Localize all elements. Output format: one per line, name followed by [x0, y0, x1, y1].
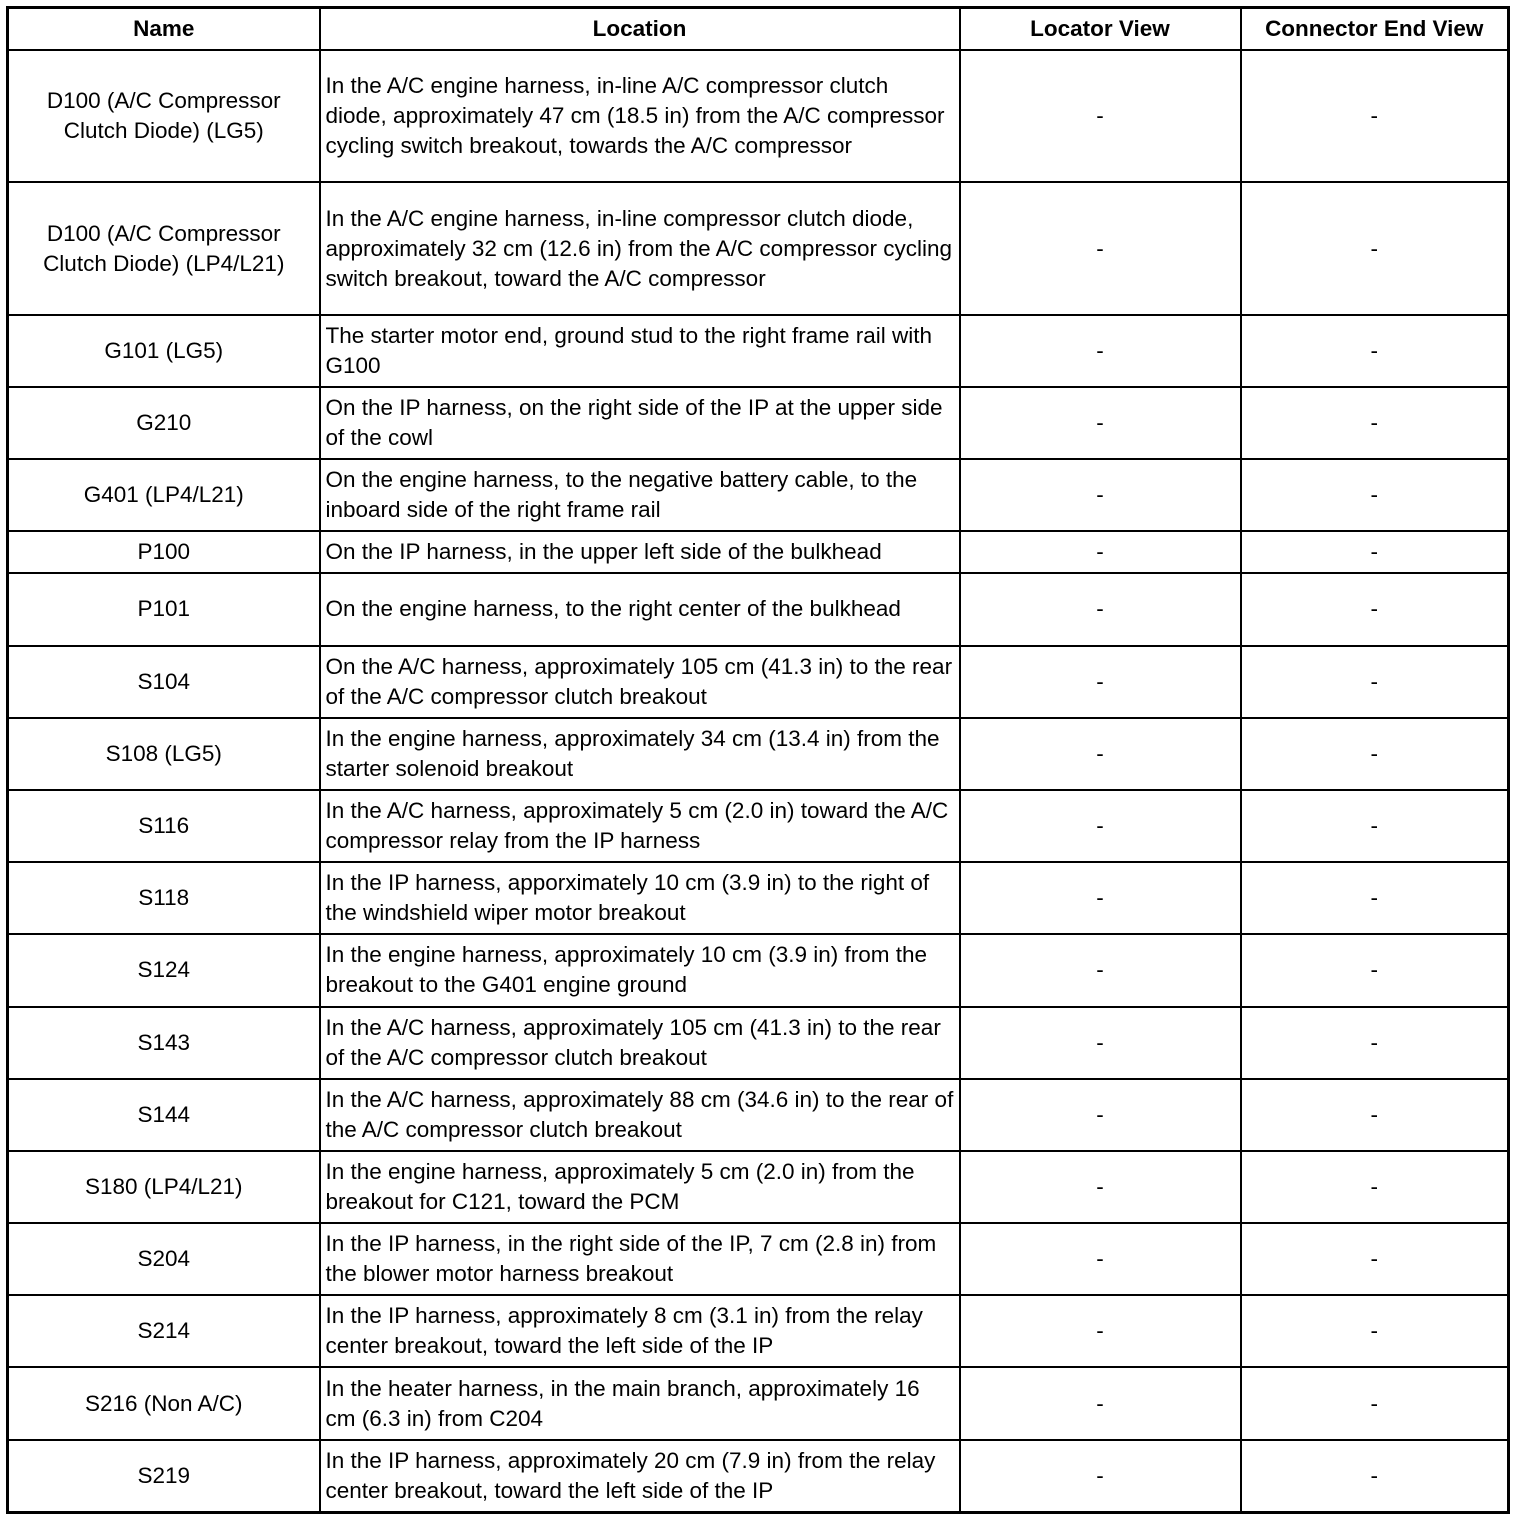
component-name: S118: [8, 862, 320, 934]
component-name: G210: [8, 387, 320, 459]
locator-view: -: [960, 646, 1241, 718]
header-location: Location: [320, 8, 960, 51]
component-name: S144: [8, 1079, 320, 1151]
table-row: [8, 1079, 1509, 1151]
connector-end-view: -: [1241, 50, 1509, 182]
connector-end-view: -: [1241, 1223, 1509, 1295]
locator-view: -: [960, 1007, 1241, 1079]
header-locator-view: Locator View: [960, 8, 1241, 51]
component-location: In the engine harness, approximately 10 cm (3.9 in) from the breakout to the G401 engine ground: [320, 934, 960, 1006]
table-row: [8, 182, 1509, 314]
table-row: [8, 531, 1509, 573]
component-name: G401 (LP4/L21): [8, 459, 320, 531]
locator-view: -: [960, 1295, 1241, 1367]
locator-view: -: [960, 1440, 1241, 1513]
table-row: [8, 934, 1509, 1006]
component-name: S219: [8, 1440, 320, 1513]
table-row: [8, 459, 1509, 531]
locator-view: -: [960, 1367, 1241, 1439]
connector-end-view: -: [1241, 531, 1509, 573]
component-location: In the A/C engine harness, in-line A/C compressor clutch diode, approximately 47 cm (18.5 in) from the A/C compressor cycling switch breakout, towards the A/C compressor: [320, 50, 960, 182]
locator-view: -: [960, 1079, 1241, 1151]
locator-view: -: [960, 387, 1241, 459]
connector-end-view: -: [1241, 182, 1509, 314]
connector-end-view: -: [1241, 1151, 1509, 1223]
component-location: In the heater harness, in the main branch, approximately 16 cm (6.3 in) from C204: [320, 1367, 960, 1439]
table-row: [8, 387, 1509, 459]
table-row: [8, 718, 1509, 790]
table-row: [8, 646, 1509, 718]
component-name: D100 (A/C Compressor Clutch Diode) (LG5): [8, 50, 320, 182]
header-connector-end-view: Connector End View: [1241, 8, 1509, 51]
table-row: [8, 790, 1509, 862]
table-row: [8, 573, 1509, 645]
component-location: In the IP harness, approximately 8 cm (3.1 in) from the relay center breakout, toward the left side of the IP: [320, 1295, 960, 1367]
connector-end-view: -: [1241, 1079, 1509, 1151]
locator-view: -: [960, 315, 1241, 387]
component-location: On the A/C harness, approximately 105 cm (41.3 in) to the rear of the A/C compressor clutch breakout: [320, 646, 960, 718]
component-location: In the engine harness, approximately 34 cm (13.4 in) from the starter solenoid breakout: [320, 718, 960, 790]
connector-end-view: -: [1241, 1295, 1509, 1367]
component-location: On the IP harness, in the upper left side of the bulkhead: [320, 531, 960, 573]
connector-end-view: -: [1241, 387, 1509, 459]
component-location: In the A/C engine harness, in-line compressor clutch diode, approximately 32 cm (12.6 in) from the A/C compressor cycling switch breakout, toward the A/C compressor: [320, 182, 960, 314]
locator-view: -: [960, 790, 1241, 862]
component-location: On the IP harness, on the right side of the IP at the upper side of the cowl: [320, 387, 960, 459]
table-row: [8, 1151, 1509, 1223]
connector-end-view: -: [1241, 1007, 1509, 1079]
connector-end-view: -: [1241, 718, 1509, 790]
connector-end-view: -: [1241, 315, 1509, 387]
table-row: [8, 50, 1509, 182]
table-row: [8, 1223, 1509, 1295]
table-row: [8, 1367, 1509, 1439]
component-name: D100 (A/C Compressor Clutch Diode) (LP4/L21): [8, 182, 320, 314]
connector-end-view: -: [1241, 790, 1509, 862]
component-name: S180 (LP4/L21): [8, 1151, 320, 1223]
connector-end-view: -: [1241, 934, 1509, 1006]
component-location: In the A/C harness, approximately 5 cm (2.0 in) toward the A/C compressor relay from the IP harness: [320, 790, 960, 862]
table-row: [8, 1440, 1509, 1513]
component-name: S116: [8, 790, 320, 862]
component-name: P100: [8, 531, 320, 573]
locator-view: -: [960, 573, 1241, 645]
component-name: S214: [8, 1295, 320, 1367]
locator-view: -: [960, 182, 1241, 314]
component-name: S204: [8, 1223, 320, 1295]
header-name: Name: [8, 8, 320, 51]
component-locator-table: [6, 6, 1510, 1514]
component-name: S104: [8, 646, 320, 718]
locator-view: -: [960, 50, 1241, 182]
component-name: S143: [8, 1007, 320, 1079]
locator-view: -: [960, 718, 1241, 790]
connector-end-view: -: [1241, 1367, 1509, 1439]
connector-end-view: -: [1241, 646, 1509, 718]
component-location: In the A/C harness, approximately 105 cm (41.3 in) to the rear of the A/C compressor clutch breakout: [320, 1007, 960, 1079]
locator-view: -: [960, 459, 1241, 531]
component-location: In the IP harness, approximately 20 cm (7.9 in) from the relay center breakout, toward the left side of the IP: [320, 1440, 960, 1513]
component-name: S124: [8, 934, 320, 1006]
locator-view: -: [960, 934, 1241, 1006]
table-row: [8, 315, 1509, 387]
component-location: In the engine harness, approximately 5 cm (2.0 in) from the breakout for C121, toward the PCM: [320, 1151, 960, 1223]
component-location: On the engine harness, to the right center of the bulkhead: [320, 573, 960, 645]
header-row: [8, 8, 1509, 51]
locator-view: -: [960, 1223, 1241, 1295]
table-row: [8, 1295, 1509, 1367]
component-name: P101: [8, 573, 320, 645]
component-name: G101 (LG5): [8, 315, 320, 387]
connector-end-view: -: [1241, 459, 1509, 531]
component-location: In the IP harness, apporximately 10 cm (3.9 in) to the right of the windshield wiper motor breakout: [320, 862, 960, 934]
connector-end-view: -: [1241, 862, 1509, 934]
component-name: S216 (Non A/C): [8, 1367, 320, 1439]
locator-view: -: [960, 1151, 1241, 1223]
table-row: [8, 862, 1509, 934]
locator-view: -: [960, 531, 1241, 573]
component-location: In the IP harness, in the right side of the IP, 7 cm (2.8 in) from the blower motor harness breakout: [320, 1223, 960, 1295]
connector-end-view: -: [1241, 1440, 1509, 1513]
table-row: [8, 1007, 1509, 1079]
component-name: S108 (LG5): [8, 718, 320, 790]
connector-end-view: -: [1241, 573, 1509, 645]
component-location: On the engine harness, to the negative battery cable, to the inboard side of the right frame rail: [320, 459, 960, 531]
locator-view: -: [960, 862, 1241, 934]
component-location: In the A/C harness, approximately 88 cm (34.6 in) to the rear of the A/C compressor clutch breakout: [320, 1079, 960, 1151]
component-location: The starter motor end, ground stud to the right frame rail with G100: [320, 315, 960, 387]
